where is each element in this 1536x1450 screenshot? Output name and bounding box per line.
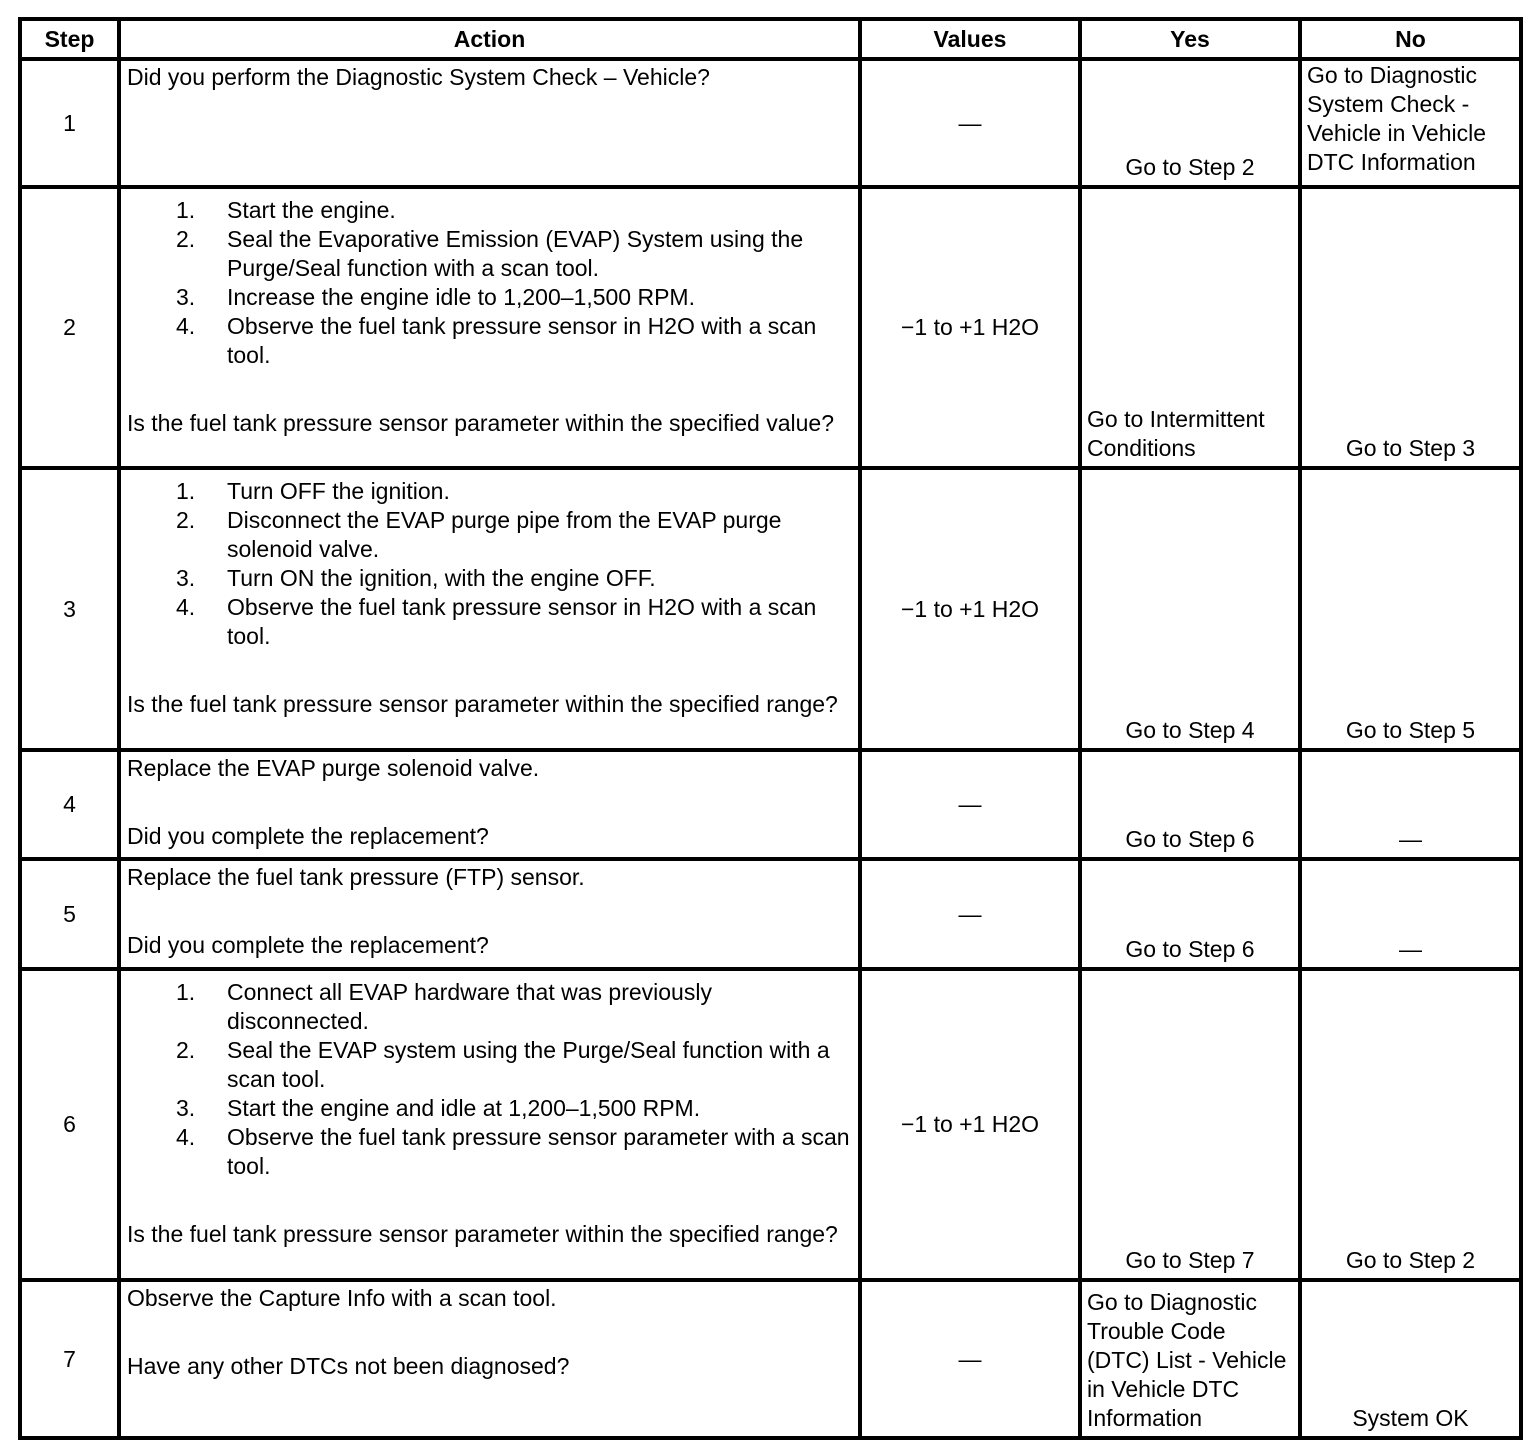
action-intro: Replace the EVAP purge solenoid valve. [127, 755, 540, 781]
list-item: 1. Connect all EVAP hardware that was previously disconnected. [176, 979, 712, 1034]
table-row [20, 1280, 1521, 1438]
action-intro: Observe the Capture Info with a scan tool. [127, 1285, 557, 1311]
no-result: Go to Diagnostic System Check - Vehicle in Vehicle DTC Information [1307, 62, 1487, 175]
table-row [20, 969, 1521, 1280]
column-header-yes: Yes [1080, 19, 1300, 59]
list-item: 2. Disconnect the EVAP purge pipe from the EVAP purge solenoid valve. [176, 507, 782, 562]
no-cell [1300, 468, 1521, 750]
list-item: 2. Seal the EVAP system using the Purge/Seal function with a scan tool. [176, 1037, 830, 1092]
no-result: Go to Step 3 [1345, 435, 1476, 461]
action-intro: Replace the fuel tank pressure (FTP) sensor. [127, 864, 585, 890]
values-cell: −1 to +1 H2O [860, 187, 1080, 468]
yes-cell [1080, 187, 1300, 468]
yes-cell [1080, 750, 1300, 859]
action-cell [119, 969, 860, 1280]
action-question: Did you complete the replacement? [127, 932, 489, 958]
no-cell [1300, 187, 1521, 468]
yes-result: Go to Diagnostic Trouble Code (DTC) List - Vehicle in Vehicle DTC Information [1087, 1289, 1287, 1431]
step-number: 3 [20, 468, 119, 750]
values-cell: — [860, 59, 1080, 187]
list-item: 4. Observe the fuel tank pressure sensor in H2O with a scan tool. [176, 594, 817, 649]
action-steps-list [127, 978, 852, 1181]
yes-cell [1080, 1280, 1300, 1438]
yes-result: Go to Step 4 [1125, 717, 1255, 743]
no-result: Go to Step 2 [1345, 1247, 1476, 1273]
action-steps-list [127, 196, 852, 370]
step-number: 7 [20, 1280, 119, 1438]
list-item: 2. Seal the Evaporative Emission (EVAP) System using the Purge/Seal function with a scan tool. [176, 226, 804, 281]
action-cell [119, 859, 860, 969]
values-cell: — [860, 859, 1080, 969]
no-cell [1300, 969, 1521, 1280]
table-row [20, 859, 1521, 969]
no-result: System OK [1352, 1405, 1469, 1431]
column-header-values: Values [860, 19, 1080, 59]
list-item: 3. Start the engine and idle at 1,200–1,500 RPM. [176, 1095, 701, 1121]
list-item: 1. Start the engine. [176, 197, 396, 223]
yes-result: Go to Intermittent Conditions [1087, 406, 1265, 461]
list-item: 4. Observe the fuel tank pressure sensor in H2O with a scan tool. [176, 313, 817, 368]
yes-cell [1080, 859, 1300, 969]
action-steps-list [127, 477, 852, 651]
yes-result: Go to Step 7 [1125, 1247, 1255, 1273]
no-result: — [1399, 826, 1422, 852]
column-header-step: Step [20, 19, 119, 59]
yes-result: Go to Step 6 [1125, 826, 1255, 852]
list-item: 3. Increase the engine idle to 1,200–1,500 RPM. [176, 284, 695, 310]
table-row [20, 750, 1521, 859]
table-row [20, 468, 1521, 750]
column-header-action: Action [119, 19, 860, 59]
yes-result: Go to Step 6 [1125, 936, 1255, 962]
action-question: Is the fuel tank pressure sensor parameter within the specified value? [127, 410, 834, 436]
action-question: Did you complete the replacement? [127, 823, 489, 849]
action-question: Is the fuel tank pressure sensor parameter within the specified range? [127, 691, 838, 717]
yes-cell [1080, 468, 1300, 750]
step-number: 6 [20, 969, 119, 1280]
step-number: 2 [20, 187, 119, 468]
values-cell: −1 to +1 H2O [860, 969, 1080, 1280]
action-cell [119, 750, 860, 859]
table-header-row [20, 19, 1521, 59]
no-cell [1300, 1280, 1521, 1438]
step-number: 4 [20, 750, 119, 859]
no-cell [1300, 750, 1521, 859]
diagnostic-table [18, 17, 1523, 1440]
list-item: 4. Observe the fuel tank pressure sensor parameter with a scan tool. [176, 1124, 850, 1179]
no-cell [1300, 59, 1521, 187]
table-row [20, 59, 1521, 187]
step-number: 5 [20, 859, 119, 969]
column-header-no: No [1300, 19, 1521, 59]
action-cell [119, 1280, 860, 1438]
list-item: 3. Turn ON the ignition, with the engine OFF. [176, 565, 656, 591]
values-cell: — [860, 1280, 1080, 1438]
values-cell: — [860, 750, 1080, 859]
action-question: Is the fuel tank pressure sensor parameter within the specified range? [127, 1221, 838, 1247]
no-result: Go to Step 5 [1345, 717, 1476, 743]
yes-cell [1080, 969, 1300, 1280]
action-cell [119, 59, 860, 187]
values-cell: −1 to +1 H2O [860, 468, 1080, 750]
no-cell [1300, 859, 1521, 969]
action-question: Have any other DTCs not been diagnosed? [127, 1353, 570, 1379]
action-cell [119, 187, 860, 468]
step-number: 1 [20, 59, 119, 187]
yes-result: Go to Step 2 [1125, 154, 1255, 180]
list-item: 1. Turn OFF the ignition. [176, 478, 450, 504]
action-cell [119, 468, 860, 750]
table-row [20, 187, 1521, 468]
yes-cell [1080, 59, 1300, 187]
no-result: — [1399, 936, 1422, 962]
action-intro: Did you perform the Diagnostic System Check – Vehicle? [127, 64, 710, 90]
